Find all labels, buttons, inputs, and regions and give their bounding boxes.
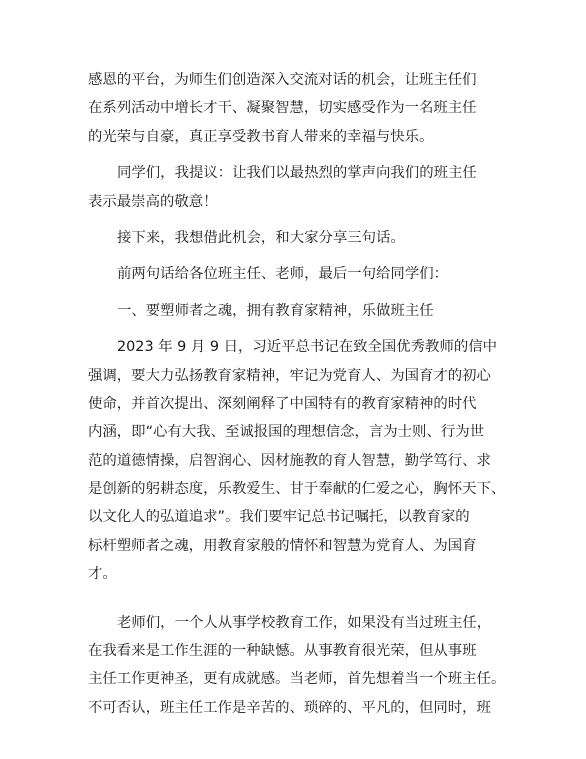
text-line: 内涵，即“心有大我、至诚报国的理想信念，言为士则、行为世: [88, 424, 485, 441]
document-body: [88, 66, 522, 722]
text-line: 的光荣与自豪，真正享受教书育人带来的幸福与快乐。: [88, 128, 434, 145]
text-line: 前两句话给各位班主任、老师，最后一句给同学们：: [117, 266, 448, 283]
text-line: 以文化人的弘道追求”。我们要牢记总书记嘱托，以教育家的: [88, 509, 470, 526]
text-line: 强调，要大力弘扬教育家精神，牢记为党育人、为国育才的初心: [88, 367, 491, 384]
section-heading: 一、要塑师者之魂，拥有教育家精神，乐做班主任: [117, 302, 434, 319]
text-line: 是创新的躬耕态度，乐教爱生、甘于奉献的仁爱之心，胸怀天下、: [88, 481, 506, 498]
text-line: 2023 年 9 月 9 日，习近平总书记在致全国优秀教师的信中: [117, 339, 498, 356]
text-line: 才。: [88, 566, 117, 583]
text-line: 在我看来是工作生涯的一种缺憾。从事教育很光荣，但从事班: [88, 643, 477, 660]
text-line: 使命，并首次提出、深刻阐释了中国特有的教育家精神的时代: [88, 395, 477, 412]
text-line: 不可否认，班主任工作是辛苦的、琐碎的、平凡的，但同时，班: [88, 699, 491, 716]
text-line: 表示最崇高的敬意！: [88, 193, 218, 210]
text-line: 标杆塑师者之魂，用教育家般的情怀和智慧为党育人、为国育: [88, 537, 477, 554]
text-line: 接下来，我想借此机会，和大家分享三句话。: [117, 229, 405, 246]
text-line: 感恩的平台，为师生们创造深入交流对话的机会，让班主任们: [88, 72, 477, 88]
text-line: 主任工作更神圣，更有成就感。当老师，首先想着当一个班主任。: [88, 671, 506, 688]
text-line: 范的道德情操，启智润心、因材施教的育人智慧，勤学笃行、求: [88, 452, 491, 469]
text-line: 在系列活动中增长才干、凝聚智慧，切实感受作为一名班主任: [88, 100, 477, 117]
text-line: 老师们，一个人从事学校教育工作，如果没有当过班主任，: [117, 614, 492, 631]
text-line: 同学们，我提议：让我们以最热烈的掌声向我们的班主任: [117, 165, 477, 182]
